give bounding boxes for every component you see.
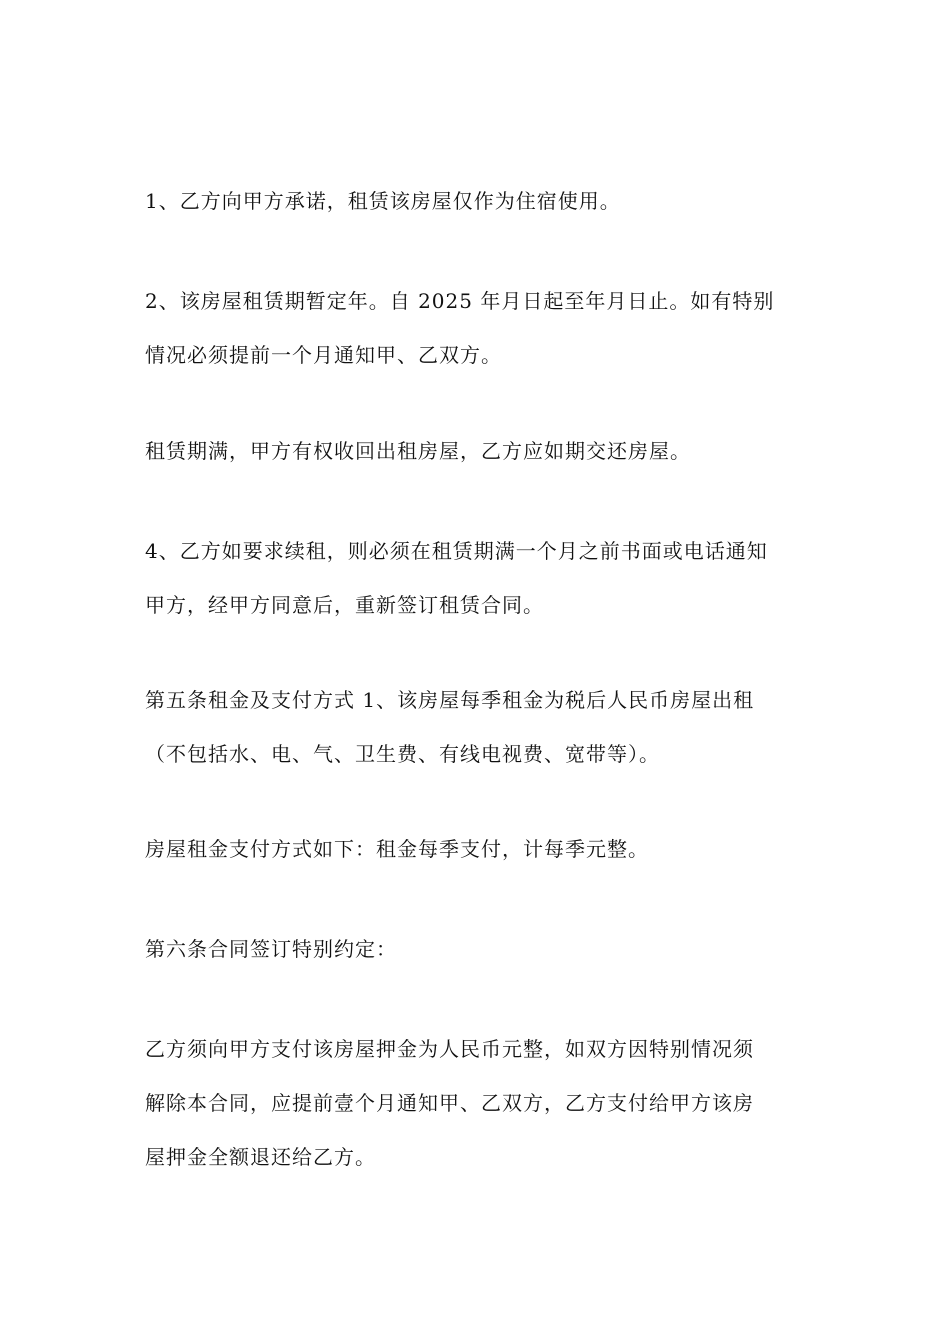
text-line: 第五条租金及支付方式 1、该房屋每季租金为税后人民币房屋出租 xyxy=(145,688,755,712)
text-line: 第六条合同签订特别约定： xyxy=(145,937,397,961)
clause-4-paragraph xyxy=(145,524,815,632)
rent-payment-paragraph xyxy=(145,822,815,876)
clause-1-paragraph xyxy=(145,174,815,228)
text-line: 乙方须向甲方支付该房屋押金为人民币元整，如双方因特别情况须 xyxy=(145,1037,754,1061)
text-line: 租赁期满，甲方有权收回出租房屋，乙方应如期交还房屋。 xyxy=(145,439,691,463)
text-line: 1、乙方向甲方承诺，租赁该房屋仅作为住宿使用。 xyxy=(145,189,621,213)
text-line: 4、乙方如要求续租，则必须在租赁期满一个月之前书面或电话通知 xyxy=(145,539,768,563)
clause-2-paragraph xyxy=(145,274,815,382)
text-line: 2、该房屋租赁期暂定年。自 2025 年月日起至年月日止。如有特别 xyxy=(145,289,775,313)
text-line: 情况必须提前一个月通知甲、乙双方。 xyxy=(145,343,502,367)
text-line: 甲方，经甲方同意后，重新签订租赁合同。 xyxy=(145,593,544,617)
deposit-paragraph xyxy=(145,1022,815,1184)
article-5-paragraph xyxy=(145,673,815,781)
article-6-heading xyxy=(145,922,815,976)
text-line: 房屋租金支付方式如下：租金每季支付，计每季元整。 xyxy=(145,837,649,861)
lease-expiry-paragraph xyxy=(145,424,815,478)
text-line: 解除本合同，应提前壹个月通知甲、乙双方，乙方支付给甲方该房 xyxy=(145,1091,754,1115)
text-line: 屋押金全额退还给乙方。 xyxy=(145,1145,376,1169)
text-line: （不包括水、电、气、卫生费、有线电视费、宽带等）。 xyxy=(145,742,660,766)
